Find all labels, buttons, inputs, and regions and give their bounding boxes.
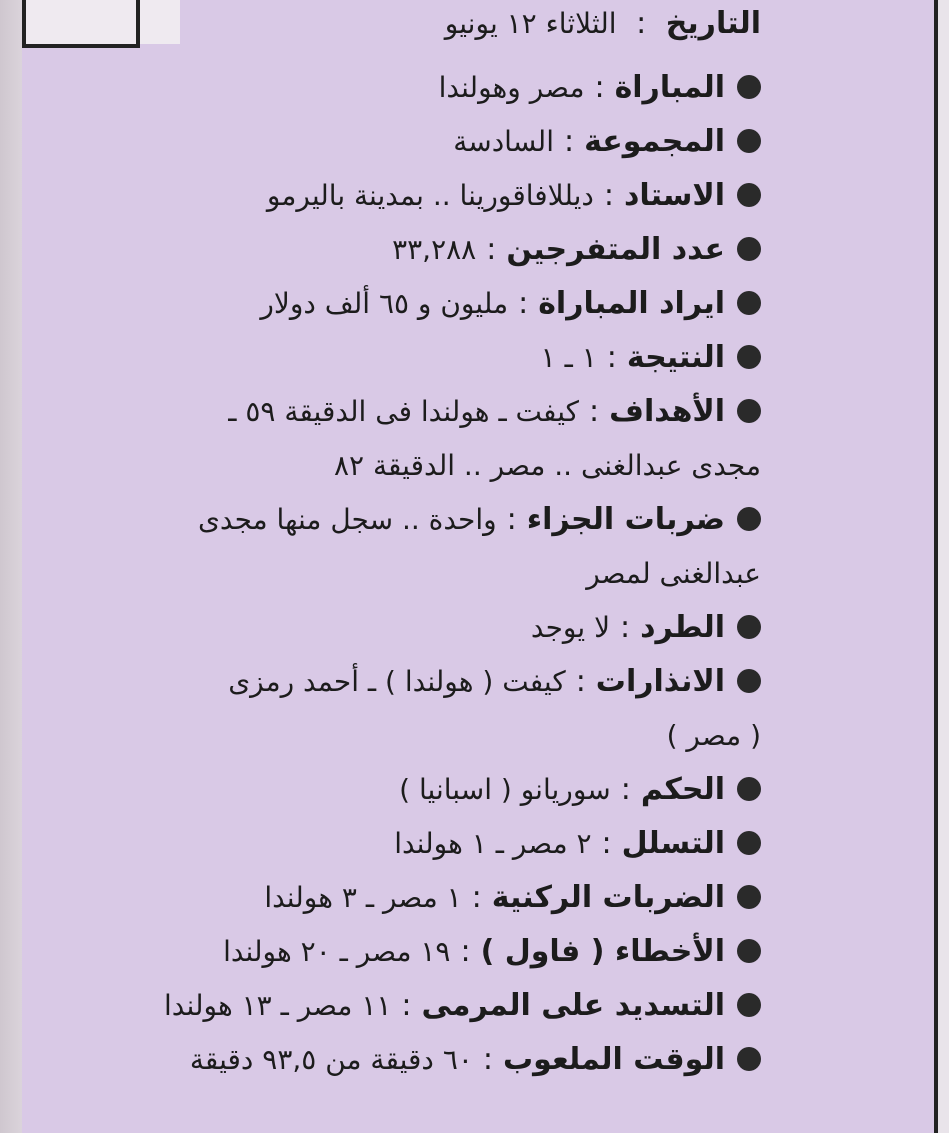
- stat-row: [61, 816, 761, 870]
- stat-label: الاستاد: [623, 177, 725, 213]
- stat-value: ٦٠ دقيقة من ٩٣,٥ دقيقة: [189, 1042, 473, 1076]
- bullet-icon: [737, 993, 761, 1017]
- stat-label: الحكم: [640, 771, 725, 807]
- stat-value: ٣٣,٢٨٨: [392, 232, 477, 266]
- corner-frame: [22, 0, 140, 48]
- stat-row: [61, 276, 761, 330]
- stat-row: [61, 114, 761, 168]
- bullet-icon: [737, 399, 761, 423]
- bullet-icon: [737, 939, 761, 963]
- bullet-icon: [737, 345, 761, 369]
- stat-row: [61, 978, 761, 1032]
- stat-label: ضربات الجزاء: [526, 501, 725, 537]
- stat-label: الأخطاء ( فاول ): [480, 933, 725, 969]
- stat-separator: :: [564, 123, 575, 159]
- bullet-icon: [737, 237, 761, 261]
- stat-separator: :: [518, 285, 529, 321]
- stat-value: ١٩ مصر ـ ٢٠ هولندا: [223, 934, 451, 968]
- stat-label: الأهداف: [609, 393, 725, 429]
- stat-row: [61, 60, 761, 114]
- stat-separator: :: [575, 663, 586, 699]
- stat-separator: :: [482, 1041, 493, 1077]
- stat-row: [61, 600, 761, 654]
- stat-value: سوريانو ( اسبانيا ): [399, 772, 611, 806]
- date-separator: :: [636, 6, 647, 41]
- stat-row: [61, 870, 761, 924]
- stat-separator: :: [620, 771, 631, 807]
- bullet-icon: [737, 669, 761, 693]
- match-date: [445, 6, 761, 42]
- stat-value: السادسة: [453, 124, 554, 158]
- bullet-icon: [737, 129, 761, 153]
- stat-separator: :: [506, 501, 517, 537]
- bullet-icon: [737, 75, 761, 99]
- stat-label: ايراد المباراة: [538, 285, 725, 321]
- stat-row: [61, 222, 761, 276]
- bullet-icon: [737, 615, 761, 639]
- stat-separator: :: [620, 609, 631, 645]
- stat-separator: :: [603, 177, 614, 213]
- bullet-icon: [737, 885, 761, 909]
- stat-continuation: ( مصر ): [666, 718, 761, 752]
- stat-separator: :: [486, 231, 497, 267]
- bullet-icon: [737, 777, 761, 801]
- stat-separator: :: [601, 825, 612, 861]
- stat-value: مصر وهولندا: [438, 70, 585, 104]
- stat-row: [61, 330, 761, 384]
- stat-value: ١١ مصر ـ ١٣ هولندا: [164, 988, 392, 1022]
- stat-value: ١ مصر ـ ٣ هولندا: [264, 880, 462, 914]
- stat-label: التسديد على المرمى: [421, 987, 725, 1023]
- stat-continuation-row: [61, 546, 761, 600]
- stat-label: المجموعة: [584, 123, 725, 159]
- stat-label: الضربات الركنية: [491, 879, 725, 915]
- bullet-icon: [737, 1047, 761, 1071]
- stat-row: [61, 1032, 761, 1086]
- stat-value: كيفت ( هولندا ) ـ أحمد رمزى: [228, 664, 566, 698]
- stat-label: الانذارات: [595, 663, 725, 699]
- stat-label: الوقت الملعوب: [503, 1041, 725, 1077]
- stats-list: [61, 60, 761, 1086]
- stat-value: ١ ـ ١: [540, 340, 597, 374]
- stat-value: واحدة .. سجل منها مجدى: [197, 502, 497, 536]
- stat-label: عدد المتفرجين: [506, 231, 725, 267]
- stat-continuation-row: [61, 708, 761, 762]
- stat-value: ديللافاقورينا .. بمدينة باليرمو: [266, 178, 594, 212]
- stat-separator: :: [594, 69, 605, 105]
- stat-continuation-row: [61, 438, 761, 492]
- stat-label: المباراة: [614, 69, 725, 105]
- stat-row: [61, 168, 761, 222]
- stat-row: [61, 924, 761, 978]
- stat-row: [61, 384, 761, 438]
- bullet-icon: [737, 183, 761, 207]
- stat-label: التسلل: [621, 825, 725, 861]
- stat-value: ٢ مصر ـ ١ هولندا: [394, 826, 592, 860]
- stat-row: [61, 762, 761, 816]
- stat-separator: :: [606, 339, 617, 375]
- date-label: التاريخ: [665, 6, 761, 41]
- stat-continuation: عبدالغنى لمصر: [586, 556, 761, 590]
- stat-separator: :: [471, 879, 482, 915]
- stat-value: كيفت ـ هولندا فى الدقيقة ٥٩ ـ: [228, 394, 579, 428]
- bullet-icon: [737, 507, 761, 531]
- stat-separator: :: [460, 933, 471, 969]
- stat-continuation: مجدى عبدالغنى .. مصر .. الدقيقة ٨٢: [334, 448, 761, 482]
- bullet-icon: [737, 831, 761, 855]
- stat-value: مليون و ٦٥ ألف دولار: [260, 286, 509, 320]
- stat-row: [61, 654, 761, 708]
- stat-separator: :: [401, 987, 412, 1023]
- stat-row: [61, 492, 761, 546]
- stat-separator: :: [589, 393, 600, 429]
- date-value: الثلاثاء ١٢ يونيو: [444, 7, 617, 40]
- stat-label: النتيجة: [626, 339, 725, 375]
- stat-label: الطرد: [640, 609, 725, 645]
- bullet-icon: [737, 291, 761, 315]
- stat-value: لا يوجد: [530, 610, 611, 644]
